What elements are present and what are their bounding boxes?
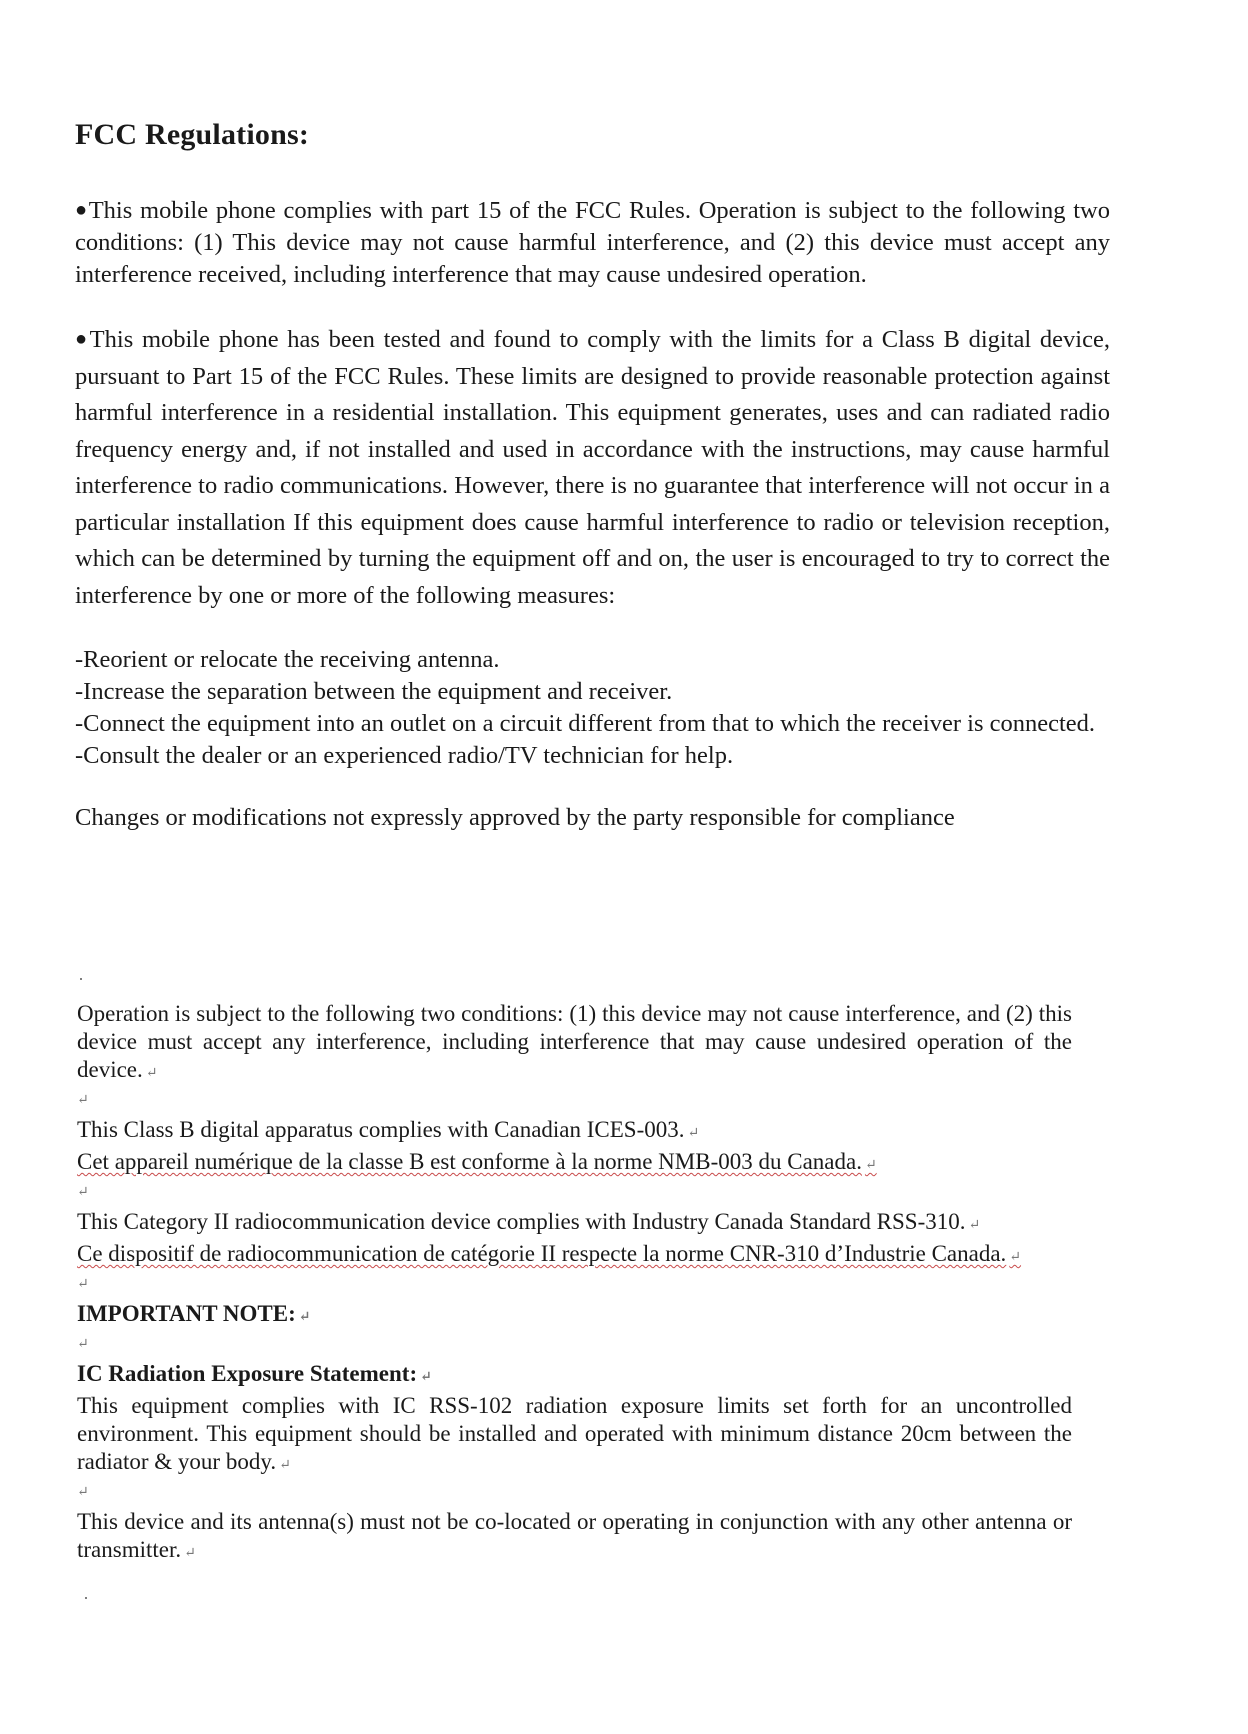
ic-ices-english-text: This Class B digital apparatus complies with Canadian ICES-003. xyxy=(77,1117,685,1142)
ic-radiation-heading xyxy=(77,1360,1072,1392)
measure-item: -Reorient or relocate the receiving antenna. xyxy=(75,646,500,673)
paragraph-mark-icon: ↵ xyxy=(968,1218,981,1233)
paragraph-mark-icon: ↵ xyxy=(1009,1250,1022,1265)
ic-ices-english xyxy=(77,1116,1072,1148)
fcc-changes-note: Changes or modifications not expressly approved by the party responsible for compliance xyxy=(75,804,955,831)
paragraph-mark-icon: ↵ xyxy=(864,1158,877,1173)
paragraph-mark-icon: ↵ xyxy=(77,1485,89,1500)
ic-important-note-text: IMPORTANT NOTE: xyxy=(77,1301,296,1326)
measure-item: -Consult the dealer or an experienced radio/TV technician for help. xyxy=(75,742,734,769)
measure-item: -Increase the separation between the equipment and receiver. xyxy=(75,678,673,705)
paragraph-mark-icon: ↵ xyxy=(77,1337,89,1352)
fcc-section xyxy=(75,118,1110,834)
ic-rss310-english-text: This Category II radiocommunication device complies with Industry Canada Standard RSS-310. xyxy=(77,1209,966,1234)
ic-radiation-body xyxy=(77,1392,1072,1480)
ic-rss310-french-text: Ce dispositif de radiocommunication de catégorie II respecte la norme CNR-310 d’Industrie Canada. xyxy=(77,1241,1007,1266)
paragraph-mark-icon: ↵ xyxy=(77,1093,89,1108)
ic-ices-french-text: Cet appareil numérique de la classe B est conforme à la norme NMB-003 du Canada. xyxy=(77,1149,862,1174)
fcc-measures-list xyxy=(75,644,1110,772)
stray-dot xyxy=(80,978,82,980)
paragraph-mark-icon: ↵ xyxy=(279,1458,291,1473)
stray-dot xyxy=(85,1597,87,1599)
ic-operation-text: Operation is subject to the following two conditions: (1) this device may not cause interference, and (2) this device must accept any interference, including interference that may cause undesired operation of the device. xyxy=(77,1001,1072,1082)
ic-radiation-heading-text: IC Radiation Exposure Statement: xyxy=(77,1361,418,1386)
fcc-paragraph-class-b xyxy=(75,321,1110,614)
paragraph-mark-icon: ↵ xyxy=(77,1277,89,1292)
measure-item: -Connect the equipment into an outlet on a circuit different from that to which the receiver is connected. xyxy=(75,710,1096,737)
blank-line xyxy=(77,1180,1072,1208)
fcc-paragraph-compliance xyxy=(75,194,1110,291)
ic-colocation xyxy=(77,1508,1072,1568)
blank-line xyxy=(77,1088,1072,1116)
fcc-paragraph-compliance-text: This mobile phone complies with part 15 of the FCC Rules. Operation is subject to the following two conditions: (1) This device may not cause harmful interference, and (2) this device must accept any interference received, including interference that may cause undesired operation. xyxy=(75,197,1110,288)
fcc-paragraph-class-b-text: This mobile phone has been tested and found to comply with the limits for a Class B digital device, pursuant to Part 15 of the FCC Rules. These limits are designed to provide reasonable protection against harmful interference in a residential installation. This equipment generates, uses and can radiated radio frequency energy and, if not installed and used in accordance with the instructions, may cause harmful interference to radio communications. However, there is no guarantee that interference will not occur in a particular installation If this equipment does cause harmful interference to radio or television reception, which can be determined by turning the equipment off and on, the user is encouraged to try to correct the interference by one or more of the following measures: xyxy=(75,326,1110,609)
bullet-icon: ● xyxy=(75,199,89,221)
ic-operation-conditions xyxy=(77,1000,1072,1088)
paragraph-mark-icon: ↵ xyxy=(77,1185,89,1200)
ic-important-note xyxy=(77,1300,1072,1332)
blank-line xyxy=(77,1480,1072,1508)
ic-radiation-body-text: This equipment complies with IC RSS-102 radiation exposure limits set forth for an uncontrolled environment. This equipment should be installed and operated with minimum distance 20cm between the radiator & your body. xyxy=(77,1393,1072,1474)
ic-colocation-text: This device and its antenna(s) must not be co-located or operating in conjunction with any other antenna or transmitter. xyxy=(77,1509,1072,1562)
bullet-icon: ● xyxy=(75,328,90,350)
paragraph-mark-icon: ↵ xyxy=(184,1546,196,1561)
blank-line xyxy=(77,1272,1072,1300)
ic-ices-french xyxy=(77,1148,1072,1180)
ic-rss310-french xyxy=(77,1240,1072,1272)
paragraph-mark-icon: ↵ xyxy=(298,1310,311,1325)
ic-rss310-english xyxy=(77,1208,1072,1240)
blank-line xyxy=(77,1332,1072,1360)
paragraph-mark-icon: ↵ xyxy=(145,1066,158,1081)
ic-section xyxy=(77,1000,1072,1568)
fcc-title: FCC Regulations: xyxy=(75,118,310,151)
paragraph-mark-icon: ↵ xyxy=(687,1126,700,1141)
paragraph-mark-icon: ↵ xyxy=(420,1370,432,1385)
